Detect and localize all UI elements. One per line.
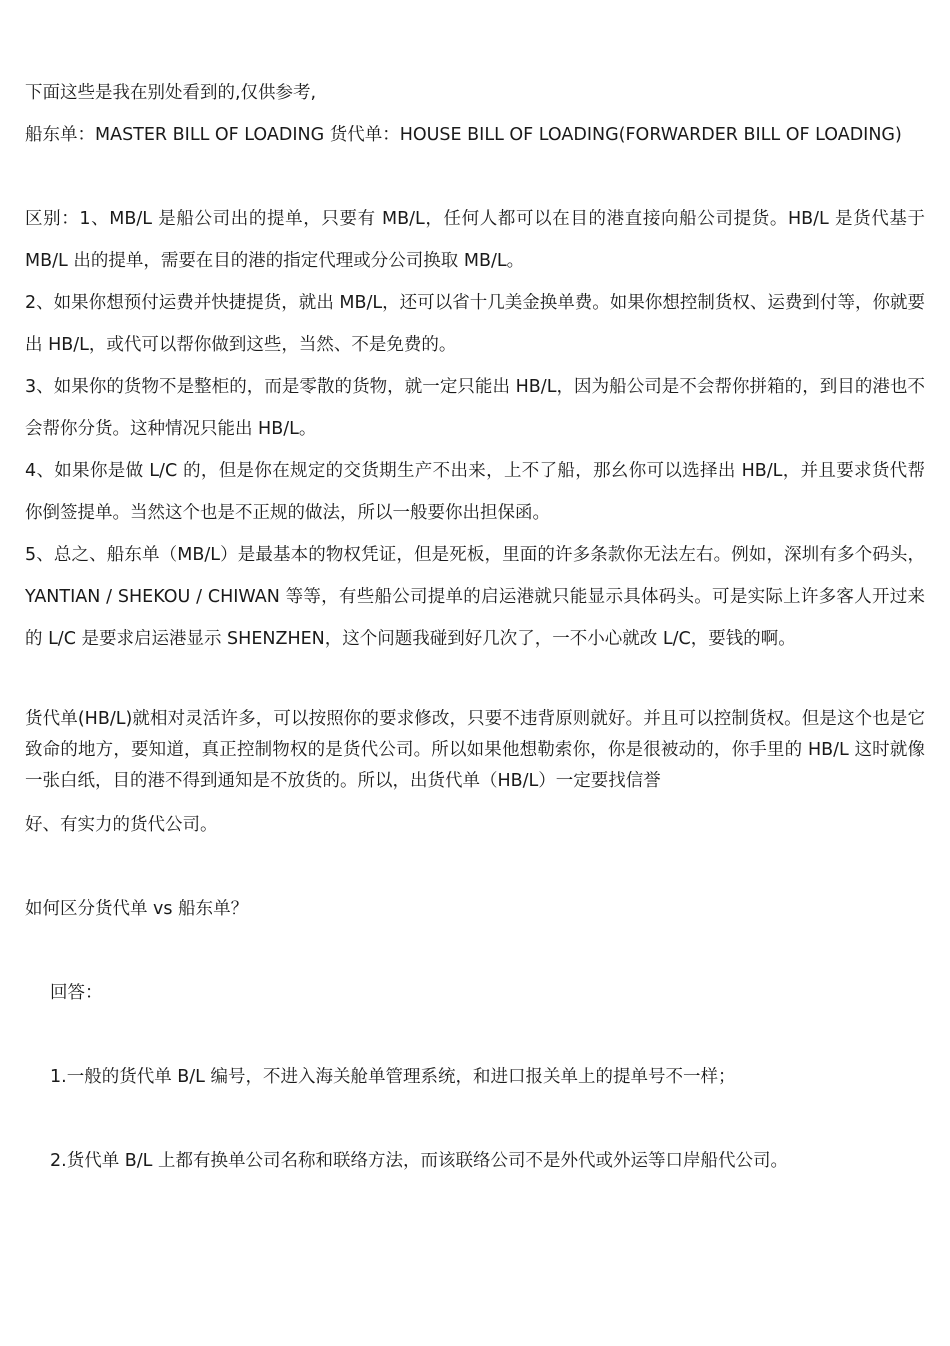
- definition-paragraph: 船东单：MASTER BILL OF LOADING 货代单：HOUSE BILL OF LOADING(FORWARDER BILL OF LOADING): [25, 125, 902, 145]
- point-3-paragraph: 3、如果你的货物不是整柜的，而是零散的货物，就一定只能出 HB/L，因为船公司是不会帮你拼箱的，到目的港也不会帮你分货。这种情况只能出 HB/L。: [25, 377, 925, 439]
- forwarder-paragraph: 货代单(HB/L)就相对灵活许多，可以按照你的要求修改，只要不违背原则就好。并且可以控制货权。但是这个也是它致命的地方，要知道，真正控制物权的是货代公司。所以如果他想勒索你，你是很被动的，你手里的 HB/L 这时就像一张白纸，目的港不得到通知是不放货的。所以，出货代单（HB/L）一定要找信誉: [25, 709, 925, 791]
- point-1-paragraph: 区别：1、MB/L 是船公司出的提单，只要有 MB/L，任何人都可以在目的港直接向船公司提货。HB/L 是货代基于 MB/L 出的提单，需要在目的港的指定代理或分公司换取 MB/L。: [25, 209, 925, 271]
- forwarder-paragraph-tail: 好、有实力的货代公司。: [25, 815, 218, 835]
- answer-label: 回答：: [50, 983, 103, 1003]
- intro-line: 下面这些是我在别处看到的,仅供参考,: [25, 83, 317, 103]
- answer-item-1: 1.一般的货代单 B/L 编号，不进入海关舱单管理系统，和进口报关单上的提单号不一样；: [50, 1067, 736, 1087]
- question-heading: 如何区分货代单 vs 船东单？: [25, 899, 249, 919]
- point-4-paragraph: 4、如果你是做 L/C 的，但是你在规定的交货期生产不出来，上不了船，那幺你可以选择出 HB/L，并且要求货代帮你倒签提单。当然这个也是不正规的做法，所以一般要你出担保函。: [25, 461, 925, 523]
- answer-item-2: 2.货代单 B/L 上都有换单公司名称和联络方法，而该联络公司不是外代或外运等口岸船代公司。: [50, 1151, 788, 1171]
- point-2-paragraph: 2、如果你想预付运费并快捷提货，就出 MB/L，还可以省十几美金换单费。如果你想控制货权、运费到付等，你就要出 HB/L，或代可以帮你做到这些，当然、不是免费的。: [25, 293, 925, 355]
- point-5-paragraph: 5、总之、船东单（MB/L）是最基本的物权凭证，但是死板，里面的许多条款你无法左右。例如，深圳有多个码头，YANTIAN / SHEKOU / CHIWAN 等等，有些船公司提单的启运港就只能显示具体码头。可是实际上许多客人开过来的 L/C 是要求启运港显示 SHENZHEN，这个问题我碰到好几次了，一不小心就改 L/C，要钱的啊。: [25, 545, 925, 649]
